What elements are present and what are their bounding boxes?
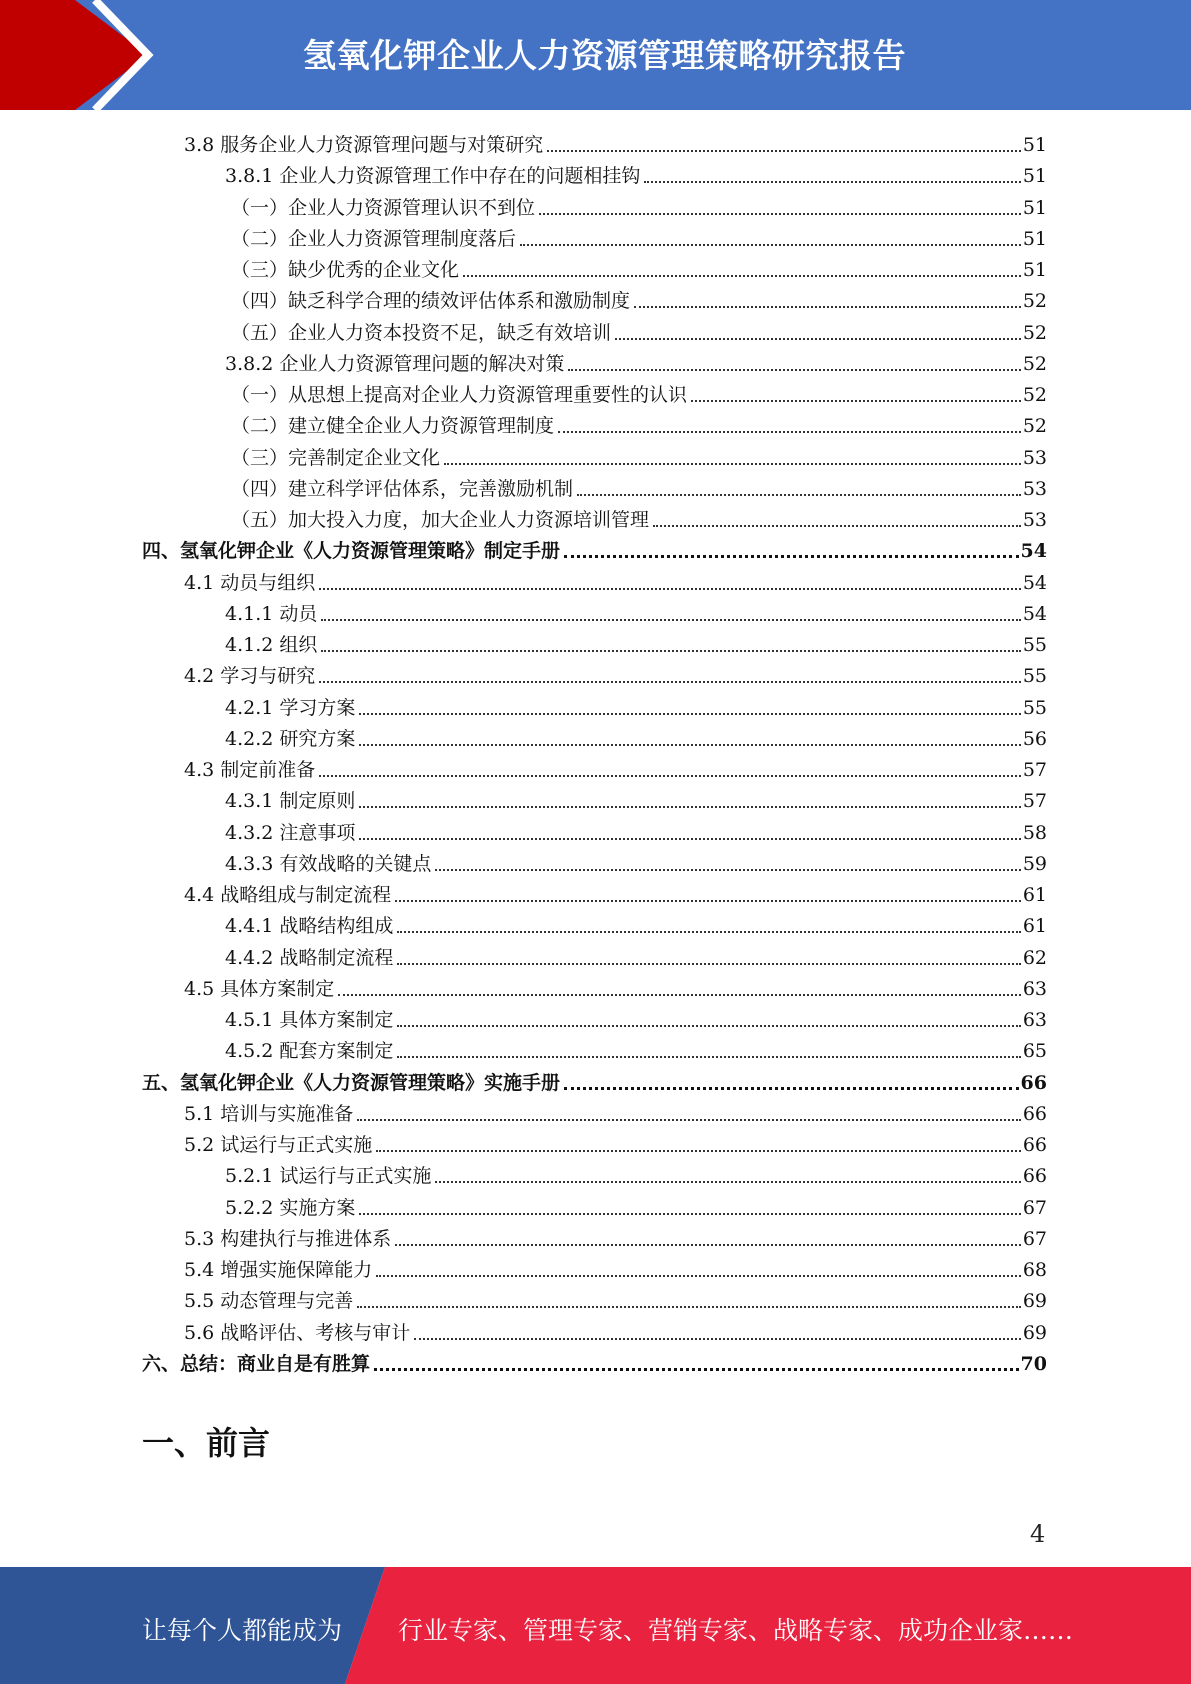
- toc-entry[interactable]: [231, 221, 1047, 252]
- toc-entry-page: 61: [1022, 915, 1047, 938]
- toc-entry-page: 51: [1022, 134, 1047, 156]
- toc-dot-leader: [376, 1275, 1021, 1277]
- toc-entry-page: 52: [1022, 384, 1047, 406]
- toc-entry[interactable]: [225, 783, 1047, 814]
- toc-entry[interactable]: [225, 908, 1047, 939]
- toc-dot-leader: [547, 150, 1021, 152]
- toc-entry-page: 66: [1022, 1134, 1047, 1156]
- toc-dot-leader: [321, 650, 1020, 652]
- toc-entry-title: （四）缺乏科学合理的绩效评估体系和激励制度: [231, 290, 631, 313]
- toc-entry-title: 4.1 动员与组织: [184, 571, 316, 594]
- toc-entry-page: 54: [1022, 571, 1047, 594]
- toc-entry[interactable]: [225, 690, 1047, 721]
- toc-entry-title: 4.1.1 动员: [225, 602, 318, 625]
- toc-entry-page: 66: [1020, 1071, 1047, 1094]
- toc-entry-page: 69: [1022, 1290, 1047, 1313]
- toc-entry[interactable]: [231, 283, 1047, 314]
- toc-entry-title: （四）建立科学评估体系，完善激励机制: [231, 477, 574, 500]
- toc-entry-title: （三）完善制定企业文化: [231, 446, 441, 469]
- toc-entry-title: 4.5.2 配套方案制定: [225, 1040, 394, 1063]
- toc-entry-page: 55: [1022, 665, 1047, 688]
- toc-entry-page: 54: [1022, 602, 1047, 625]
- toc-dot-leader: [414, 1338, 1021, 1340]
- toc-entry-title: 4.5 具体方案制定: [184, 977, 335, 1000]
- toc-entry[interactable]: [231, 502, 1047, 533]
- toc-entry[interactable]: [225, 158, 1047, 189]
- toc-dot-leader: [357, 1306, 1021, 1308]
- toc-entry-title: 4.2.2 研究方案: [225, 727, 356, 750]
- toc-entry-title: 4.3.3 有效战略的关键点: [225, 852, 432, 875]
- toc-dot-leader: [435, 869, 1020, 871]
- toc-entry[interactable]: [231, 190, 1047, 221]
- toc-dot-leader: [397, 1025, 1020, 1027]
- toc-dot-leader: [558, 431, 1021, 433]
- toc-entry[interactable]: [184, 1252, 1047, 1283]
- toc-entry-title: 5.3 构建执行与推进体系: [184, 1227, 392, 1250]
- toc-entry-title: 5.2.1 试运行与正式实施: [225, 1165, 432, 1188]
- toc-entry[interactable]: [184, 752, 1047, 783]
- toc-entry-title: 4.4 战略组成与制定流程: [184, 884, 392, 906]
- toc-entry[interactable]: [184, 565, 1047, 596]
- toc-entry-title: （一）企业人力资源管理认识不到位: [231, 196, 536, 219]
- toc-entry-page: 55: [1022, 634, 1047, 656]
- toc-entry-title: 5.5 动态管理与完善: [184, 1290, 354, 1313]
- toc-entry-page: 68: [1022, 1259, 1047, 1281]
- toc-entry-page: 52: [1022, 352, 1047, 375]
- toc-dot-leader: [397, 1056, 1020, 1058]
- toc-entry-title: 4.2.1 学习方案: [225, 696, 356, 719]
- toc-dot-leader: [359, 744, 1020, 746]
- toc-dot-leader: [564, 1087, 1019, 1090]
- toc-entry-title: 5.6 战略评估、考核与审计: [184, 1321, 411, 1344]
- toc-dot-leader: [357, 1119, 1021, 1121]
- toc-dot-leader: [634, 306, 1021, 308]
- toc-dot-leader: [691, 400, 1021, 402]
- toc-entry[interactable]: [231, 315, 1047, 346]
- toc-entry-page: 63: [1022, 1009, 1047, 1031]
- toc-entry-page: 52: [1022, 290, 1047, 313]
- page-footer: [0, 1567, 1191, 1684]
- toc-entry-page: 59: [1022, 852, 1047, 875]
- toc-entry[interactable]: [225, 596, 1047, 627]
- toc-entry[interactable]: [231, 440, 1047, 471]
- toc-entry-page: 57: [1022, 790, 1047, 813]
- toc-dot-leader: [653, 525, 1021, 527]
- toc-entry-page: 66: [1022, 1165, 1047, 1188]
- toc-entry-page: 53: [1022, 446, 1047, 469]
- toc-entry-title: （三）缺少优秀的企业文化: [231, 259, 460, 281]
- toc-entry[interactable]: [184, 1283, 1047, 1314]
- toc-dot-leader: [321, 619, 1020, 621]
- toc-entry-title: 3.8.2 企业人力资源管理问题的解决对策: [225, 352, 565, 375]
- toc-entry[interactable]: [184, 877, 1047, 908]
- toc-entry[interactable]: [184, 1127, 1047, 1158]
- toc-dot-leader: [374, 1368, 1019, 1371]
- toc-entry[interactable]: [184, 1096, 1047, 1127]
- toc-dot-leader: [463, 275, 1021, 277]
- toc-dot-leader: [319, 775, 1021, 777]
- toc-entry-page: 62: [1022, 946, 1047, 969]
- toc-dot-leader: [359, 713, 1020, 715]
- toc-entry-page: 67: [1022, 1196, 1047, 1219]
- page-number: 4: [1030, 1520, 1046, 1548]
- page-header: [0, 0, 1191, 110]
- toc-entry-page: 51: [1022, 196, 1047, 219]
- toc-entry-title: 3.8 服务企业人力资源管理问题与对策研究: [184, 134, 544, 156]
- footer-slogan-left: 让每个人都能成为: [142, 1616, 343, 1645]
- toc-entry-page: 54: [1020, 540, 1047, 563]
- toc-entry-title: 四、氢氧化钾企业《人力资源管理策略》制定手册: [142, 540, 561, 563]
- toc-entry-title: （一）从思想上提高对企业人力资源管理重要性的认识: [231, 384, 688, 406]
- section-heading: 一、前言: [142, 1424, 271, 1462]
- toc-entry[interactable]: [225, 846, 1047, 877]
- toc-entry-title: （五）加大投入力度，加大企业人力资源培训管理: [231, 509, 650, 531]
- toc-entry[interactable]: [225, 815, 1047, 846]
- toc-dot-leader: [397, 931, 1020, 933]
- toc-entry-title: 4.5.1 具体方案制定: [225, 1009, 394, 1031]
- toc-dot-leader: [359, 1213, 1020, 1215]
- toc-entry-title: 5.1 培训与实施准备: [184, 1102, 354, 1125]
- toc-entry[interactable]: [225, 1190, 1047, 1221]
- toc-entry-page: 65: [1022, 1040, 1047, 1063]
- toc-dot-leader: [319, 681, 1021, 683]
- toc-entry-title: （五）企业人力资本投资不足，缺乏有效培训: [231, 321, 612, 344]
- toc-entry-title: 5.4 增强实施保障能力: [184, 1259, 373, 1281]
- toc-entry[interactable]: [184, 1315, 1047, 1346]
- toc-dot-leader: [577, 494, 1021, 496]
- toc-entry[interactable]: [231, 252, 1047, 283]
- toc-entry-page: 58: [1022, 821, 1047, 844]
- toc-entry-page: 70: [1020, 1352, 1047, 1375]
- toc-dot-leader: [615, 338, 1021, 340]
- toc-entry-title: 4.4.2 战略制定流程: [225, 946, 394, 969]
- toc-dot-leader: [376, 1150, 1021, 1152]
- toc-entry-title: 4.3.1 制定原则: [225, 790, 356, 813]
- toc-entry-page: 61: [1022, 884, 1047, 906]
- toc-entry-page: 53: [1022, 509, 1047, 531]
- toc-entry[interactable]: [184, 971, 1047, 1002]
- toc-entry-page: 67: [1022, 1227, 1047, 1250]
- toc-entry-page: 69: [1022, 1321, 1047, 1344]
- footer-slogan-right: 行业专家、管理专家、营销专家、战略专家、成功企业家……: [398, 1616, 1074, 1645]
- toc-dot-leader: [319, 588, 1021, 590]
- toc-entry[interactable]: [225, 1002, 1047, 1033]
- toc-entry[interactable]: [225, 721, 1047, 752]
- toc-entry-page: 56: [1022, 727, 1047, 750]
- toc-entry-page: 53: [1022, 477, 1047, 500]
- toc-entry[interactable]: [142, 533, 1047, 564]
- toc-entry-title: 4.4.1 战略结构组成: [225, 915, 394, 938]
- toc-entry[interactable]: [231, 471, 1047, 502]
- toc-entry[interactable]: [184, 658, 1047, 689]
- toc-entry[interactable]: [184, 127, 1047, 158]
- toc-entry-title: （二）企业人力资源管理制度落后: [231, 227, 517, 250]
- toc-dot-leader: [435, 1181, 1020, 1183]
- toc-entry-page: 52: [1022, 321, 1047, 344]
- toc-entry[interactable]: [225, 1033, 1047, 1064]
- toc-entry[interactable]: [225, 940, 1047, 971]
- toc-dot-leader: [539, 213, 1021, 215]
- toc-dot-leader: [520, 244, 1021, 246]
- toc-dot-leader: [338, 994, 1021, 996]
- toc-entry-title: 4.1.2 组织: [225, 634, 318, 656]
- toc-entry[interactable]: [142, 1346, 1047, 1377]
- toc-dot-leader: [395, 900, 1021, 902]
- toc-entry[interactable]: [225, 346, 1047, 377]
- toc-entry-title: 六、总结：商业自是有胜算: [142, 1352, 371, 1375]
- toc-entry-page: 57: [1022, 759, 1047, 781]
- toc-entry-page: 51: [1022, 165, 1047, 188]
- toc-entry-page: 63: [1022, 977, 1047, 1000]
- toc-entry-title: 4.3 制定前准备: [184, 759, 316, 781]
- toc-entry-page: 55: [1022, 696, 1047, 719]
- toc-dot-leader: [444, 463, 1021, 465]
- toc-entry[interactable]: [184, 1221, 1047, 1252]
- toc-entry-title: 五、氢氧化钾企业《人力资源管理策略》实施手册: [142, 1071, 561, 1094]
- toc-dot-leader: [395, 1244, 1021, 1246]
- toc-entry-title: 5.2 试运行与正式实施: [184, 1134, 373, 1156]
- toc-entry-title: 4.2 学习与研究: [184, 665, 316, 688]
- toc-entry[interactable]: [225, 1158, 1047, 1189]
- toc-dot-leader: [359, 838, 1020, 840]
- toc-entry[interactable]: [231, 377, 1047, 408]
- toc-dot-leader: [564, 555, 1019, 558]
- toc-entry-page: 66: [1022, 1102, 1047, 1125]
- toc-entry-page: 51: [1022, 259, 1047, 281]
- toc-entry[interactable]: [225, 627, 1047, 658]
- toc-entry[interactable]: [231, 408, 1047, 439]
- toc-dot-leader: [397, 963, 1020, 965]
- report-title: 氢氧化钾企业人力资源管理策略研究报告: [303, 36, 906, 75]
- toc-dot-leader: [568, 369, 1020, 371]
- toc-entry-title: （二）建立健全企业人力资源管理制度: [231, 415, 555, 438]
- toc-entry-page: 52: [1022, 415, 1047, 438]
- toc-entry-title: 4.3.2 注意事项: [225, 821, 356, 844]
- toc-entry[interactable]: [142, 1065, 1047, 1096]
- toc-dot-leader: [359, 806, 1020, 808]
- toc-entry-title: 3.8.1 企业人力资源管理工作中存在的问题相挂钩: [225, 165, 641, 188]
- toc-dot-leader: [644, 181, 1020, 183]
- toc-entry-title: 5.2.2 实施方案: [225, 1196, 356, 1219]
- toc-entry-page: 51: [1022, 227, 1047, 250]
